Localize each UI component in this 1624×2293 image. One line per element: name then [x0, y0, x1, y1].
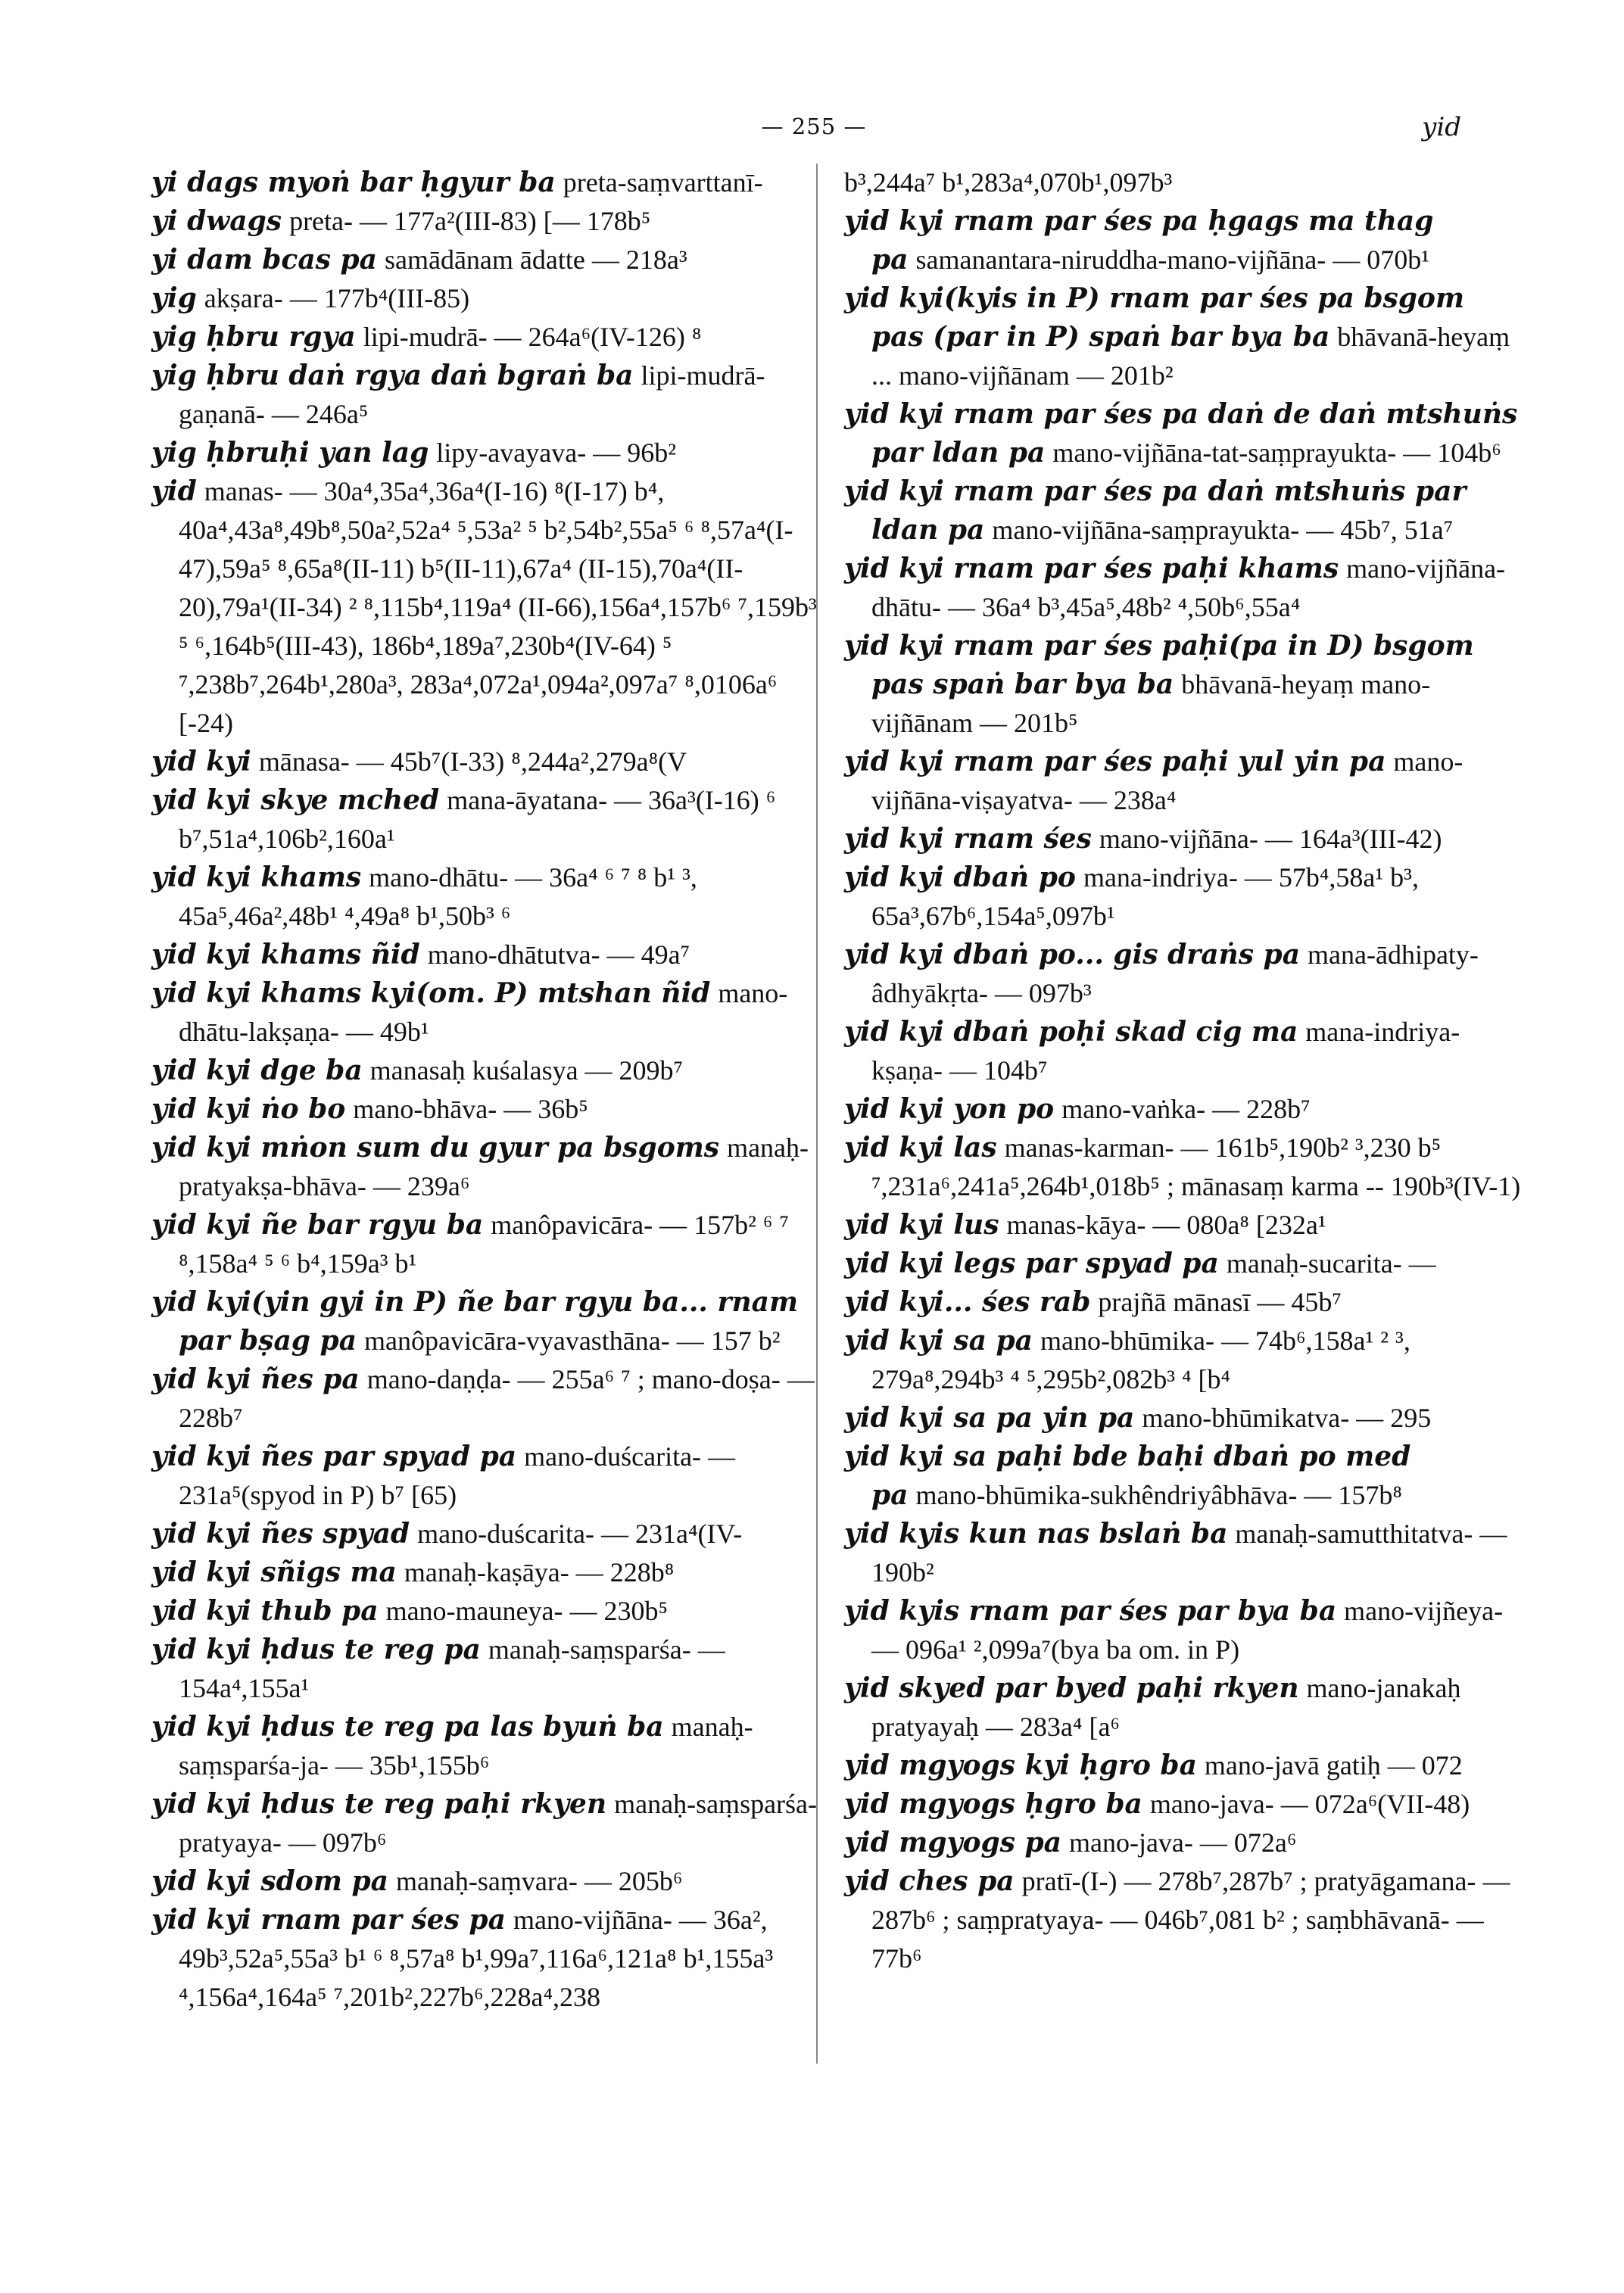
dictionary-entry [844, 279, 1526, 395]
dictionary-entry [844, 858, 1526, 936]
entry-term: yid [151, 475, 197, 507]
entry-gloss: mano-bhūmika- — 74b⁶,158a¹ ² ³, 279a⁸,294b³ ⁴ ⁵,295b²,082b³ ⁴ [b⁴ [871, 1326, 1410, 1394]
entry-gloss: manaḥ-saṃvara- — 205b⁶ [395, 1866, 683, 1896]
entry-term: yid kyi rnam par śes paḥi yul yin pa [844, 746, 1386, 777]
entry-gloss: samanantara-niruddha-mano-vijñāna- — 070b¹ [915, 245, 1430, 275]
dictionary-entry [151, 1901, 833, 2017]
dictionary-entry [844, 1669, 1526, 1746]
entry-term: yid kyi sa pa [844, 1325, 1033, 1357]
entry-gloss: mana-indriya-kṣaṇa- — 104b⁷ [871, 1017, 1460, 1086]
entry-term: yid kyi ḥdus te reg pa las byuṅ ba [151, 1711, 664, 1743]
dictionary-entry [151, 164, 833, 202]
entry-term: yi dags myoṅ bar ḥgyur ba [151, 167, 556, 198]
running-head: yid [1422, 112, 1461, 142]
entry-term: yid kyi dge ba [151, 1055, 363, 1086]
dictionary-entry [151, 1862, 833, 1901]
entry-term: yid kyi dbaṅ po... gis draṅs pa [844, 939, 1301, 970]
dictionary-entry [151, 1785, 833, 1862]
dictionary-entry [151, 1553, 833, 1592]
dictionary-entry [151, 1515, 833, 1553]
dictionary-entry [844, 627, 1526, 743]
entry-gloss: lipy-avayava- — 96b² [436, 438, 676, 468]
entry-term: yid kyi rnam par śes paḥi khams [844, 553, 1339, 584]
dictionary-entry [151, 318, 833, 357]
entry-gloss: manaḥ-kaṣāya- — 228b⁸ [404, 1557, 675, 1587]
entry-gloss: lipi-mudrā- — 264a⁶(IV-126) ⁸ [363, 322, 702, 352]
entry-gloss: preta-saṃvarttanī- [563, 167, 763, 198]
dictionary-entry [151, 936, 833, 974]
entry-term: yid kyi lus [844, 1209, 999, 1241]
dictionary-entry [151, 357, 833, 434]
right-column [844, 164, 1526, 1978]
entry-gloss: manaḥ-pratyakṣa-bhāva- — 239a⁶ [179, 1132, 809, 1201]
left-column [151, 164, 833, 2017]
entry-gloss: mano-vijñāna-tat-saṃprayukta- — 104b⁶ [1052, 438, 1501, 468]
entry-term: yid mgyogs kyi ḥgro ba [844, 1749, 1197, 1781]
entry-gloss: mano-duścarita- — 231a⁴(IV- [417, 1519, 743, 1549]
entry-gloss: akṣara- — 177b⁴(III-85) [204, 283, 470, 313]
entry-gloss: mano-dhātutva- — 49a⁷ [427, 939, 690, 970]
dictionary-entry [151, 1631, 833, 1708]
entry-gloss: manas-karman- — 161b⁵,190b² ³,230 b⁵ ⁷,231a⁶,241a⁵,264b¹,018b⁵ ; mānasaṃ karma -- 190b³(IV-1) [871, 1132, 1521, 1201]
entry-term: yid kyi sdom pa [151, 1865, 388, 1897]
dictionary-entry [151, 743, 833, 781]
entry-term: yid kyi khams [151, 861, 362, 893]
entry-term: yid kyi ñes spyad [151, 1518, 410, 1550]
entry-gloss: manaḥ-saṃsparśa-pratyaya- — 097b⁶ [179, 1789, 818, 1858]
dictionary-entry [844, 1090, 1526, 1129]
page-number: — 255 — [761, 114, 867, 139]
entry-gloss: preta- — 177a²(III-83) [— 178b⁵ [289, 206, 651, 236]
entry-term: yid kyi... śes rab [844, 1286, 1091, 1318]
entry-term: yid kyi rnam śes [844, 823, 1092, 855]
entry-term: yid kyi ñes par spyad pa [151, 1441, 517, 1472]
entry-term: yid skyed par byed paḥi rkyen [844, 1672, 1299, 1704]
entry-term: yid kyi rnam par śes pa daṅ de daṅ mtshuṅs par ldan pa [844, 398, 1518, 469]
dictionary-entry [844, 472, 1526, 550]
entry-term: yig ḥbru rgya [151, 321, 356, 353]
entry-term: yid kyi ñes pa [151, 1363, 360, 1395]
entry-gloss: manas-kāya- — 080a⁸ [232a¹ [1006, 1210, 1326, 1240]
entry-gloss: mano-mauneya- — 230b⁵ [385, 1596, 669, 1626]
entry-gloss: mana-ādhipaty-âdhyākṛta- — 097b³ [871, 939, 1479, 1008]
entry-gloss: manasaḥ kuśalasya — 209b⁷ [369, 1055, 684, 1086]
entry-term: yid kyi ñe bar rgyu ba [151, 1209, 484, 1241]
dictionary-entry [151, 858, 833, 936]
entry-term: yig ḥbru daṅ rgya daṅ bgraṅ ba [151, 360, 634, 391]
entry-term: yi dwags [151, 205, 282, 237]
entry-term: yid kyi thub pa [151, 1595, 379, 1627]
dictionary-entry [844, 1129, 1526, 1206]
entry-term: yid kyi khams ñid [151, 939, 420, 970]
entry-term: yid kyi(yin gyi in P) ñe bar rgyu ba... rnam par bṣag pa [151, 1286, 799, 1357]
entry-gloss: pratī-(I-) — 278b⁷,287b⁷ ; pratyāgamana- — 287b⁶ ; saṃpratyaya- — 046b⁷,081 b² ; saṃbhāvanā- — 77b⁶ [871, 1866, 1510, 1974]
dictionary-entry [844, 1515, 1526, 1592]
entry-term: yid kyi(kyis in P) rnam par śes pa bsgom pas (par in P) spaṅ bar bya ba [844, 282, 1465, 353]
dictionary-entry [151, 1592, 833, 1631]
entry-term: yid kyi rnam par śes pa ḥgags ma thag pa [844, 205, 1434, 276]
entry-gloss: lipi-mudrā-gaṇanā- — 246a⁵ [179, 360, 765, 429]
dictionary-entry [151, 472, 833, 743]
entry-term: yid mgyogs pa [844, 1827, 1061, 1858]
entry-gloss: manas- — 30a⁴,35a⁴,36a⁴(I-16) ⁸(I-17) b⁴, 40a⁴,43a⁸,49b⁸,50a²,52a⁴ ⁵,53a² ⁵ b²,54b²,55a⁵ ⁶ ⁸,57a⁴(I-47),59a⁵ ⁸,65a⁸(II-11) b⁵(II-11),67a⁴ (II-15),70a⁴(II-20),79a¹(II-34) ² ⁸,115b⁴,119a⁴ (II-66),156a⁴,157b⁶ ⁷,159b³ ⁵ ⁶,164b⁵(III-43), 186b⁴,189a⁷,230b⁴(IV-64) ⁵ ⁷,238b⁷,264b¹,280a³, 283a⁴,072a¹,094a²,097a⁷ ⁸,0106a⁶ [-24) [179, 476, 817, 738]
dictionary-entry [844, 1322, 1526, 1399]
dictionary-entry [151, 781, 833, 858]
dictionary-entry [151, 434, 833, 472]
dictionary-entry [844, 1785, 1526, 1824]
entry-gloss: mano-vijñeya- — 096a¹ ²,099a⁷(bya ba om. in P) [871, 1596, 1504, 1665]
entry-term: yid kyi rnam par śes pa [151, 1904, 506, 1936]
entry-gloss: manaḥ-saṃsparśa- — 154a⁴,155a¹ [179, 1634, 725, 1703]
entry-term: yi dam bcas pa [151, 244, 377, 276]
entry-gloss: mano-daṇḍa- — 255a⁶ ⁷ ; mano-doṣa- — 228b⁷ [179, 1364, 815, 1433]
entry-gloss: mana-indriya- — 57b⁴,58a¹ b³, 65a³,67b⁶,154a⁵,097b¹ [871, 862, 1419, 931]
dictionary-entry [151, 1438, 833, 1515]
entry-gloss: manaḥ-saṃsparśa-ja- — 35b¹,155b⁶ [179, 1712, 753, 1781]
dictionary-entry [844, 395, 1526, 472]
entry-gloss: manaḥ-sucarita- — [1226, 1248, 1436, 1279]
entry-term: yid kyi las [844, 1132, 997, 1164]
entry-term: yid kyi legs par spyad pa [844, 1248, 1219, 1279]
dictionary-entry [844, 1862, 1526, 1978]
entry-gloss: manôpavicāra-vyavasthāna- — 157 b² [363, 1326, 781, 1356]
entry-term: yid kyi ḥdus te reg pa [151, 1634, 481, 1665]
entry-gloss: mano-vijñāna- — 164a³(III-42) [1099, 824, 1442, 854]
dictionary-entry [844, 1245, 1526, 1283]
entry-term: yid kyi rnam par śes paḥi(pa in D) bsgom pas spaṅ bar bya ba [844, 630, 1474, 700]
dictionary-entry [151, 974, 833, 1051]
column-divider [816, 164, 818, 2064]
entry-term: yid kyi sa pa yin pa [844, 1402, 1135, 1434]
entry-term: yid kyi skye mched [151, 784, 440, 816]
entry-gloss: mano-vaṅka- — 228b⁷ [1061, 1094, 1311, 1124]
entry-gloss: mano-duścarita- — 231a⁵(spyod in P) b⁷ [65) [179, 1441, 736, 1510]
dictionary-entry [844, 1399, 1526, 1438]
dictionary-entry [844, 550, 1526, 627]
dictionary-entry [844, 1824, 1526, 1862]
entry-term: yid kyis kun nas bslaṅ ba [844, 1518, 1228, 1550]
entry-gloss: mānasa- — 45b⁷(I-33) ⁸,244a²,279a⁸(V [258, 746, 687, 777]
entry-gloss: mano-janakaḥ pratyayaḥ — 283a⁴ [a⁶ [871, 1673, 1461, 1742]
entry-term: yid kyi mṅon sum du gyur pa bsgoms [151, 1132, 720, 1164]
dictionary-entry [151, 241, 833, 279]
dictionary-entry [844, 820, 1526, 858]
entry-gloss: mano-java- — 072a⁶(VII-48) [1149, 1789, 1470, 1819]
entry-gloss: mano-vijñāna-viṣayatva- — 238a⁴ [871, 746, 1463, 815]
dictionary-entry [844, 936, 1526, 1013]
entry-gloss: mano-vijñāna-dhātu- — 36a⁴ b³,45a⁵,48b² ⁴,50b⁶,55a⁴ [871, 553, 1506, 622]
entry-term: yid mgyogs ḥgro ba [844, 1788, 1142, 1820]
dictionary-entry [844, 1746, 1526, 1785]
entry-term: yid kyi [151, 746, 251, 777]
entry-term: yid kyi ḥdus te reg paḥi rkyen [151, 1788, 607, 1820]
entry-gloss: prajñā mānasī — 45b⁷ [1098, 1287, 1342, 1317]
entry-gloss: mano-java- — 072a⁶ [1068, 1827, 1297, 1858]
dictionary-entry [844, 743, 1526, 820]
entry-term: yid kyi yon po [844, 1093, 1055, 1125]
entry-gloss: b³,244a⁷ b¹,283a⁴,070b¹,097b³ [844, 167, 1173, 198]
entry-gloss: mano-bhāva- — 36b⁵ [353, 1094, 588, 1124]
entry-gloss: mana-āyatana- — 36a³(I-16) ⁶ b⁷,51a⁴,106b²,160a¹ [179, 785, 776, 854]
entry-gloss: mano-vijñāna- — 36a², 49b³,52a⁵,55a³ b¹ ⁶ ⁸,57a⁸ b¹,99a⁷,116a⁶,121a⁸ b¹,155a³ ⁴,156a⁴,164a⁵ ⁷,201b²,227b⁶,228a⁴,238 [179, 1905, 774, 2012]
entry-term: yid kyis rnam par śes par bya ba [844, 1595, 1337, 1627]
entry-gloss: manaḥ-samutthitatva- — 190b² [871, 1519, 1507, 1587]
entry-term: yid kyi rnam par śes pa daṅ mtshuṅs par ldan pa [844, 475, 1467, 546]
dictionary-entry [151, 1360, 833, 1438]
entry-term: yid kyi dbaṅ poḥi skad cig ma [844, 1016, 1298, 1048]
dictionary-entry [151, 202, 833, 241]
dictionary-entry [844, 1592, 1526, 1669]
entry-term: yig [151, 282, 197, 314]
dictionary-entry [844, 1206, 1526, 1245]
dictionary-entry [844, 202, 1526, 279]
entry-term: yid ches pa [844, 1865, 1015, 1897]
entry-gloss: samādānam ādatte — 218a³ [384, 245, 687, 275]
dictionary-entry [844, 1013, 1526, 1090]
entry-term: yid kyi sa paḥi bde baḥi dbaṅ po med pa [844, 1441, 1411, 1511]
entry-gloss: mano-vijñāna-saṃprayukta- — 45b⁷, 51a⁷ [992, 515, 1454, 545]
dictionary-entry [151, 1090, 833, 1129]
dictionary-entry [151, 1129, 833, 1206]
entry-term: yid kyi khams kyi(om. P) mtshan ñid [151, 977, 711, 1009]
entry-gloss: mano-javā gatiḥ — 072 [1204, 1750, 1463, 1781]
entry-term: yid kyi sñigs ma [151, 1556, 397, 1588]
entry-gloss: bhāvanā-heyaṃ ... mano-vijñānam — 201b² [871, 322, 1510, 391]
dictionary-entry [844, 164, 1526, 202]
entry-gloss: mano-dhātu- — 36a⁴ ⁶ ⁷ ⁸ b¹ ³, 45a⁵,46a²,48b¹ ⁴,49a⁸ b¹,50b³ ⁶ [179, 862, 697, 931]
dictionary-entry [151, 1283, 833, 1360]
entry-term: yig ḥbruḥi yan lag [151, 437, 429, 469]
entry-gloss: mano-bhūmika-sukhêndriyâbhāva- — 157b⁸ [915, 1480, 1402, 1510]
entry-gloss: mano-bhūmikatva- — 295 [1142, 1403, 1432, 1433]
dictionary-entry [151, 279, 833, 318]
entry-term: yid kyi dbaṅ po [844, 861, 1076, 893]
dictionary-entry [151, 1206, 833, 1283]
entry-gloss: manôpavicāra- — 157b² ⁶ ⁷ ⁸,158a⁴ ⁵ ⁶ b⁴,159a³ b¹ [179, 1210, 790, 1279]
dictionary-entry [151, 1051, 833, 1090]
entry-term: yid kyi ṅo bo [151, 1093, 346, 1125]
entry-gloss: mano-dhātu-lakṣaṇa- — 49b¹ [179, 978, 788, 1047]
dictionary-entry [844, 1283, 1526, 1322]
dictionary-entry [151, 1708, 833, 1785]
entry-gloss: bhāvanā-heyaṃ mano-vijñānam — 201b⁵ [871, 669, 1431, 738]
dictionary-entry [844, 1438, 1526, 1515]
